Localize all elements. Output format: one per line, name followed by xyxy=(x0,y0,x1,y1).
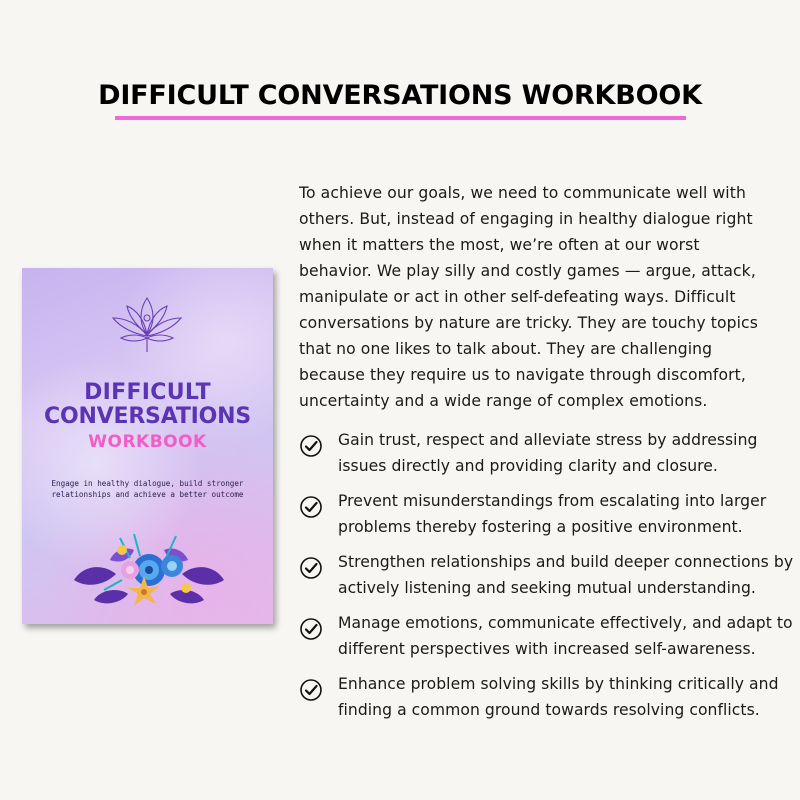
benefit-text: Prevent misunderstandings from escalating into larger problems thereby fostering a positive environment. xyxy=(338,492,767,536)
check-circle-icon xyxy=(299,678,323,702)
benefit-text: Strengthen relationships and build deeper connections by actively listening and seeking mutual understanding. xyxy=(338,553,794,597)
title-underline xyxy=(115,116,686,120)
benefit-text: Gain trust, respect and alleviate stress by addressing issues directly and providing clarity and closure. xyxy=(338,431,758,475)
benefit-text: Manage emotions, communicate effectively, and adapt to different perspectives with increased self-awareness. xyxy=(338,614,793,658)
intro-paragraph: To achieve our goals, we need to communicate well with others. But, instead of engaging in healthy dialogue right when it matters the most, we’re often at our worst behavior. We play silly and costly games — argue, attack, manipulate or act in other self-defeating ways. Difficult conversations by nature are tricky. They are touchy topics that no one likes to talk about. They are challenging because they require us to navigate through discomfort, uncertainty and a wide range of complex emotions. xyxy=(299,184,758,410)
flower-bouquet-icon xyxy=(64,530,234,610)
lotus-icon xyxy=(107,290,187,356)
book-cover xyxy=(22,268,273,624)
check-circle-icon xyxy=(299,434,323,458)
cover-title-line2: CONVERSATIONS xyxy=(44,404,251,429)
cover-title-line1: DIFFICULT xyxy=(84,380,211,405)
cover-subtitle: Engage in healthy dialogue, build stronger relationships and achieve a better outcome xyxy=(51,479,244,499)
check-circle-icon xyxy=(299,495,323,519)
check-circle-icon xyxy=(299,556,323,580)
benefit-text: Enhance problem solving skills by thinking critically and finding a common ground towards resolving conflicts. xyxy=(338,675,779,719)
page-title: DIFFICULT CONVERSATIONS WORKBOOK xyxy=(98,80,702,111)
check-circle-icon xyxy=(299,617,323,641)
cover-title-line3: WORKBOOK xyxy=(88,432,207,452)
